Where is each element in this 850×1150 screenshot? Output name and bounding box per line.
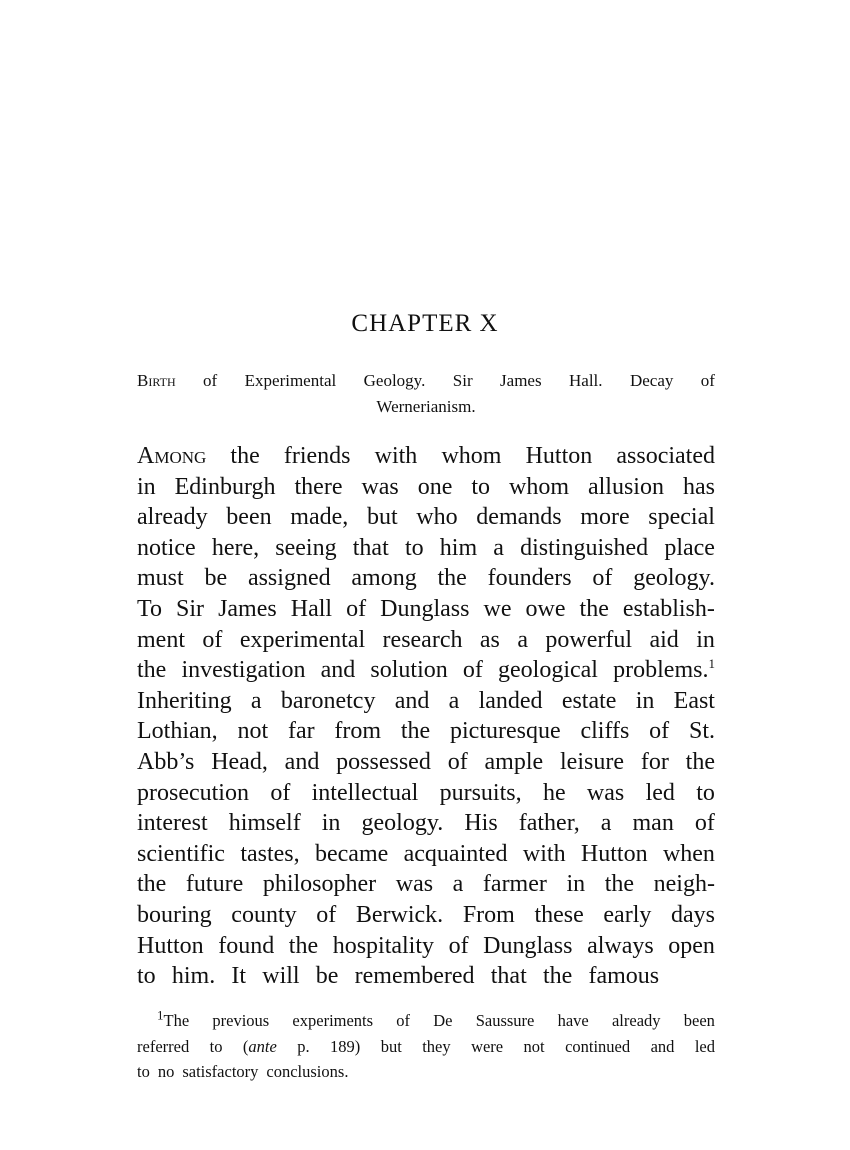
- word: that: [490, 963, 527, 990]
- word: among: [351, 565, 417, 592]
- word: county: [231, 901, 297, 928]
- word: the: [685, 748, 715, 775]
- text-line: [137, 931, 715, 962]
- word: in: [635, 687, 655, 714]
- word: early: [603, 901, 652, 928]
- summary-word: Hall.: [569, 371, 603, 390]
- word: to: [404, 534, 424, 561]
- word: of: [694, 810, 715, 837]
- word: he: [542, 779, 566, 806]
- word: philosopher: [262, 871, 377, 898]
- word: establish-: [622, 595, 715, 622]
- word: conclusions.: [266, 1062, 349, 1081]
- word: has: [682, 473, 715, 500]
- word: days: [670, 901, 715, 928]
- summary-word: Decay: [629, 371, 674, 390]
- text-line: [137, 502, 715, 533]
- word: more: [580, 504, 630, 531]
- word: of: [346, 595, 367, 622]
- word: remembered: [354, 963, 475, 990]
- word: a: [452, 871, 464, 898]
- word: satisfactory: [182, 1062, 259, 1081]
- word: they: [422, 1036, 451, 1056]
- word: be: [204, 565, 228, 592]
- word: a: [493, 534, 504, 561]
- word: tastes,: [240, 840, 300, 867]
- chapter-summary: [137, 368, 715, 420]
- word: from: [334, 718, 382, 745]
- summary-word: James: [500, 371, 542, 390]
- word: allusion: [587, 473, 664, 500]
- word: whom: [509, 473, 569, 500]
- word: of: [447, 748, 468, 775]
- word: referred: [137, 1036, 190, 1056]
- word: problems.$^1$: [613, 656, 715, 684]
- word: but: [380, 1036, 402, 1056]
- word: notice: [137, 534, 196, 561]
- word: hospitality: [332, 932, 435, 959]
- word: already: [611, 1011, 661, 1030]
- word: demands: [476, 504, 562, 531]
- footnote-ref: 1: [708, 656, 715, 672]
- word: Dunglass: [380, 595, 470, 622]
- word: p.: [297, 1036, 310, 1056]
- word: famous: [588, 963, 660, 990]
- word: experimental: [239, 626, 366, 653]
- word: always: [587, 932, 654, 959]
- word: $^1$The: [157, 1007, 190, 1030]
- word: himself: [228, 810, 301, 837]
- text-line: [137, 808, 715, 839]
- word: of: [270, 779, 291, 806]
- word: prosecution: [137, 779, 249, 806]
- word: Lothian,: [137, 718, 218, 745]
- text-line: [137, 655, 715, 686]
- word: Hutton: [137, 932, 204, 959]
- word: place: [664, 534, 715, 561]
- word: with: [522, 840, 566, 867]
- word: to: [137, 963, 156, 990]
- word: Berwick.: [355, 901, 444, 928]
- word: acquainted: [403, 840, 508, 867]
- word: investigation: [181, 657, 306, 684]
- word: Edinburgh: [174, 473, 276, 500]
- word: founders: [487, 565, 572, 592]
- word: Hutton: [580, 840, 648, 867]
- word: Head,: [211, 748, 268, 775]
- text-line: [137, 961, 715, 992]
- word: ment: [137, 626, 185, 653]
- word: Dunglass: [483, 932, 573, 959]
- word: scientific: [137, 840, 225, 867]
- word: not: [523, 1036, 545, 1056]
- word: associated: [616, 443, 715, 469]
- word: must: [137, 565, 184, 592]
- word: but: [366, 504, 398, 531]
- word: here,: [211, 534, 260, 561]
- word: His: [464, 810, 498, 837]
- word: geological: [498, 657, 598, 684]
- word: of: [649, 718, 670, 745]
- word: already: [137, 504, 208, 531]
- word: farmer: [482, 871, 547, 898]
- word: was: [361, 473, 399, 500]
- word: Hutton: [525, 443, 593, 469]
- footnote-line: [137, 1008, 715, 1034]
- word: estate: [561, 687, 617, 714]
- word: who: [416, 504, 458, 531]
- footnote-line: [137, 1059, 715, 1085]
- word: of: [396, 1011, 411, 1030]
- footnote: [137, 1008, 715, 1085]
- word: baronetcy: [280, 687, 376, 714]
- word: led: [645, 779, 675, 806]
- italic-word: ante: [248, 1036, 277, 1056]
- text-line: [137, 716, 715, 747]
- word: of: [448, 932, 469, 959]
- text-line: [137, 533, 715, 564]
- word: possessed: [336, 748, 431, 775]
- word: and: [394, 687, 430, 714]
- word: special: [648, 504, 715, 531]
- word: bouring: [137, 901, 212, 928]
- summary-word: Birth: [137, 371, 176, 390]
- word: for: [640, 748, 669, 775]
- word: ample: [484, 748, 544, 775]
- word: a: [250, 687, 262, 714]
- word: there: [294, 473, 343, 500]
- chapter-title: CHAPTER X: [351, 310, 499, 337]
- word: and: [320, 657, 356, 684]
- word: open: [668, 932, 715, 959]
- word: to: [209, 1036, 223, 1056]
- word: the: [437, 565, 467, 592]
- text-line: [137, 594, 715, 625]
- word: father,: [518, 810, 580, 837]
- word: distinguished: [520, 534, 649, 561]
- word: was: [395, 871, 434, 898]
- text-line: [137, 839, 715, 870]
- word: be: [315, 963, 339, 990]
- word: pursuits,: [439, 779, 522, 806]
- word: a: [517, 626, 528, 653]
- summary-word: of: [203, 371, 218, 390]
- word: in: [321, 810, 341, 837]
- summary-line-1: [137, 368, 715, 394]
- word: as: [479, 626, 500, 653]
- word: of: [316, 901, 337, 928]
- word: the: [400, 718, 431, 745]
- text-line: [137, 869, 715, 900]
- word: will: [262, 963, 300, 990]
- summary-word: Sir: [452, 371, 473, 390]
- word: the: [230, 443, 260, 469]
- word: experiments: [292, 1011, 374, 1030]
- text-line: [137, 563, 715, 594]
- text-line: [137, 747, 715, 778]
- word: interest: [137, 810, 208, 837]
- word: St.: [688, 718, 715, 745]
- word: Saussure: [475, 1011, 535, 1030]
- word: in: [566, 871, 586, 898]
- word: found: [218, 932, 275, 959]
- word: the: [288, 932, 319, 959]
- word: the: [542, 963, 573, 990]
- word: Hall: [290, 595, 333, 622]
- word: to: [471, 473, 491, 500]
- word: the: [137, 657, 167, 684]
- word: De: [433, 1011, 453, 1030]
- word: led: [694, 1036, 715, 1056]
- word: cliffs: [580, 718, 630, 745]
- word: previous: [212, 1011, 270, 1030]
- word: been: [226, 504, 272, 531]
- word: man: [632, 810, 674, 837]
- footnote-marker: 1: [157, 1007, 164, 1023]
- summary-word: of: [700, 371, 715, 390]
- word: assigned: [247, 565, 331, 592]
- body-text: [137, 441, 715, 992]
- word: and: [650, 1036, 675, 1056]
- word: aid: [649, 626, 679, 653]
- word: continued: [565, 1036, 631, 1056]
- word: owe: [525, 595, 566, 622]
- word: whom: [441, 443, 502, 469]
- word: intellectual: [311, 779, 419, 806]
- text-line: [137, 900, 715, 931]
- word: was: [586, 779, 625, 806]
- text-line: [137, 778, 715, 809]
- word: James: [218, 595, 277, 622]
- word: in: [137, 473, 156, 500]
- word: (ante: [242, 1036, 277, 1056]
- word: not: [237, 718, 269, 745]
- word: neigh-: [653, 871, 715, 898]
- word: Inheriting: [137, 687, 232, 714]
- word: became: [314, 840, 389, 867]
- footnote-line: [137, 1034, 715, 1060]
- word: leisure: [560, 748, 624, 775]
- word: Sir: [176, 595, 205, 622]
- word: Abb’s: [137, 748, 195, 775]
- word: research: [382, 626, 463, 653]
- word: of: [462, 657, 483, 684]
- word: when: [662, 840, 715, 867]
- word: It: [231, 963, 247, 990]
- summary-line-2: [137, 394, 715, 420]
- word: picturesque: [450, 718, 561, 745]
- word: geology.: [361, 810, 444, 837]
- word: far: [287, 718, 315, 745]
- word: seeing: [275, 534, 337, 561]
- word: the: [604, 871, 635, 898]
- text-line: [137, 441, 715, 472]
- word: friends: [283, 443, 351, 469]
- word: 189): [330, 1036, 361, 1056]
- text-line: [137, 625, 715, 656]
- word: to: [137, 1062, 150, 1081]
- word: powerful: [545, 626, 633, 653]
- word: were: [471, 1036, 504, 1056]
- word: no: [157, 1062, 175, 1081]
- word: to: [696, 779, 715, 806]
- word: made,: [290, 504, 349, 531]
- word: geology.: [633, 565, 715, 592]
- word: been: [683, 1011, 715, 1030]
- word: future: [185, 871, 244, 898]
- word: of: [592, 565, 613, 592]
- word: East: [673, 687, 715, 714]
- summary-word: Experimental: [244, 371, 337, 390]
- word: the: [137, 871, 167, 898]
- word: with: [374, 443, 418, 469]
- word: these: [534, 901, 584, 928]
- word: of: [202, 626, 223, 653]
- text-line: [137, 686, 715, 717]
- word: landed: [478, 687, 543, 714]
- lead-word: Among: [137, 443, 207, 469]
- summary-word: Wernerianism.: [376, 397, 476, 416]
- word: a: [600, 810, 612, 837]
- word: one: [417, 473, 453, 500]
- word: the: [579, 595, 609, 622]
- word: have: [557, 1011, 589, 1030]
- word: him: [439, 534, 478, 561]
- word: To: [137, 595, 162, 622]
- word: and: [284, 748, 320, 775]
- word: we: [483, 595, 512, 622]
- word: him.: [171, 963, 216, 990]
- word: solution: [370, 657, 448, 684]
- word: that: [352, 534, 389, 561]
- word: From: [462, 901, 515, 928]
- word: a: [448, 687, 460, 714]
- text-line: [137, 472, 715, 503]
- summary-word: Geology.: [363, 371, 426, 390]
- word: in: [696, 626, 715, 653]
